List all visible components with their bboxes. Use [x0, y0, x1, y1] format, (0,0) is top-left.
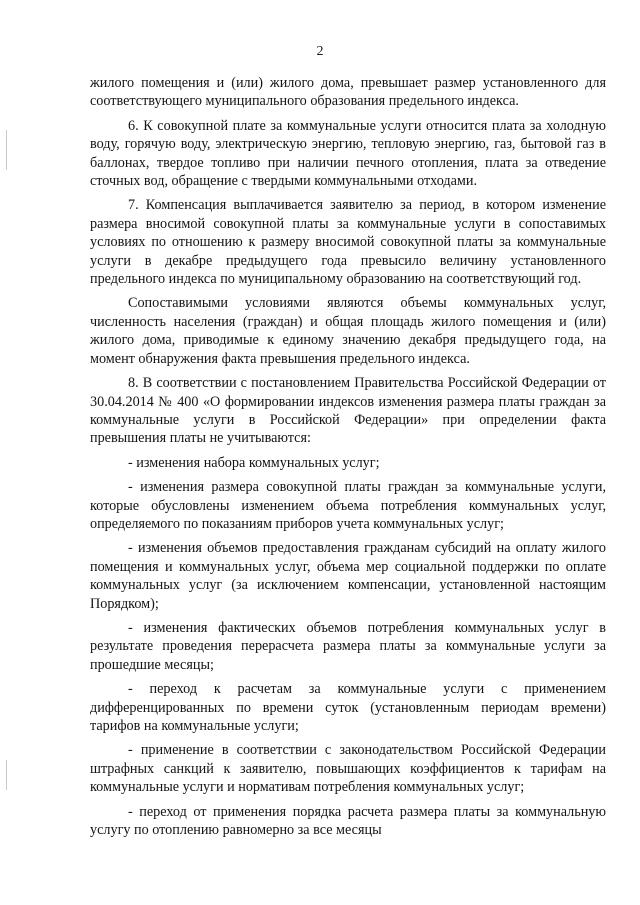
list-item: - изменения набора коммунальных услуг;	[128, 454, 380, 471]
paragraph-comparable-conditions: Сопоставимыми условиями являются объемы коммунальных услуг, численность населения (граждан) и общая площадь жилого помещения и (или) жилого дома, приводимые к единому значению декабря предыдущего года, на момент обнаружения факта превышения предельного индекса.	[90, 295, 606, 367]
list-item: - изменения фактических объемов потребления коммунальных услуг в результате проведения перерасчета размера платы за коммунальные услуги за прошедшие месяцы;	[90, 619, 606, 673]
list-item: - применение в соответствии с законодательством Российской Федерации штрафных санкций к заявителю, повышающих коэффициентов к тарифам на коммунальные услуги и нормативам потребления коммунальных услуг;	[90, 742, 606, 796]
list-item: - переход к расчетам за коммунальные услуги с применением дифференцированных по времени суток (установленным периодам времени) тарифов на коммунальные услуги;	[90, 681, 606, 734]
list-item: - переход от применения порядка расчета размера платы за коммунальную услугу по отоплению равномерно за все месяцы	[90, 803, 606, 839]
document-body	[90, 74, 606, 845]
paragraph-item-7: 7. Компенсация выплачивается заявителю за период, в котором изменение размера вносимой совокупной платы за коммунальные услуги в сопоставимых условиях по отношению к размеру вносимой совокупной платы за коммунальные услуги в декабре предыдущего года превысило величину установленного предельного индекса по муниципальному образованию на соответствующий год.	[90, 197, 606, 288]
page-number: 2	[316, 44, 324, 59]
paragraph-continuation: жилого помещения и (или) жилого дома, превышает размер установленного для соответствующего муниципального образования предельного индекса.	[90, 75, 606, 110]
paragraph-item-6: 6. К совокупной плате за коммунальные услуги относится плата за холодную воду, горячую воду, электрическую энергию, тепловую энергию, газ, бытовой газ в баллонах, твердое топливо при наличии печного отопления, плата за отведение сточных вод, обращение с твердыми коммунальными отходами.	[90, 117, 606, 190]
scan-margin-line	[6, 130, 7, 170]
paragraph-item-8: 8. В соответствии с постановлением Правительства Российской Федерации от 30.04.2014 № 400 «О формировании индексов изменения размера платы граждан за коммунальные услуги в Российской Федерации» при определении факта превышения платы не учитываются:	[90, 375, 606, 447]
list-item: - изменения объемов предоставления гражданам субсидий на оплату жилого помещения и коммунальных услуг, объема мер социальной поддержки по оплате коммунальных услуг (за исключением компенсации, установленной настоящим Порядком);	[90, 540, 606, 612]
list-item: - изменения размера совокупной платы граждан за коммунальные услуги, которые обусловлены изменением объема потребления коммунальных услуг, определяемого по показаниям приборов учета коммунальных услуг;	[90, 479, 606, 532]
scan-margin-line	[6, 760, 7, 790]
